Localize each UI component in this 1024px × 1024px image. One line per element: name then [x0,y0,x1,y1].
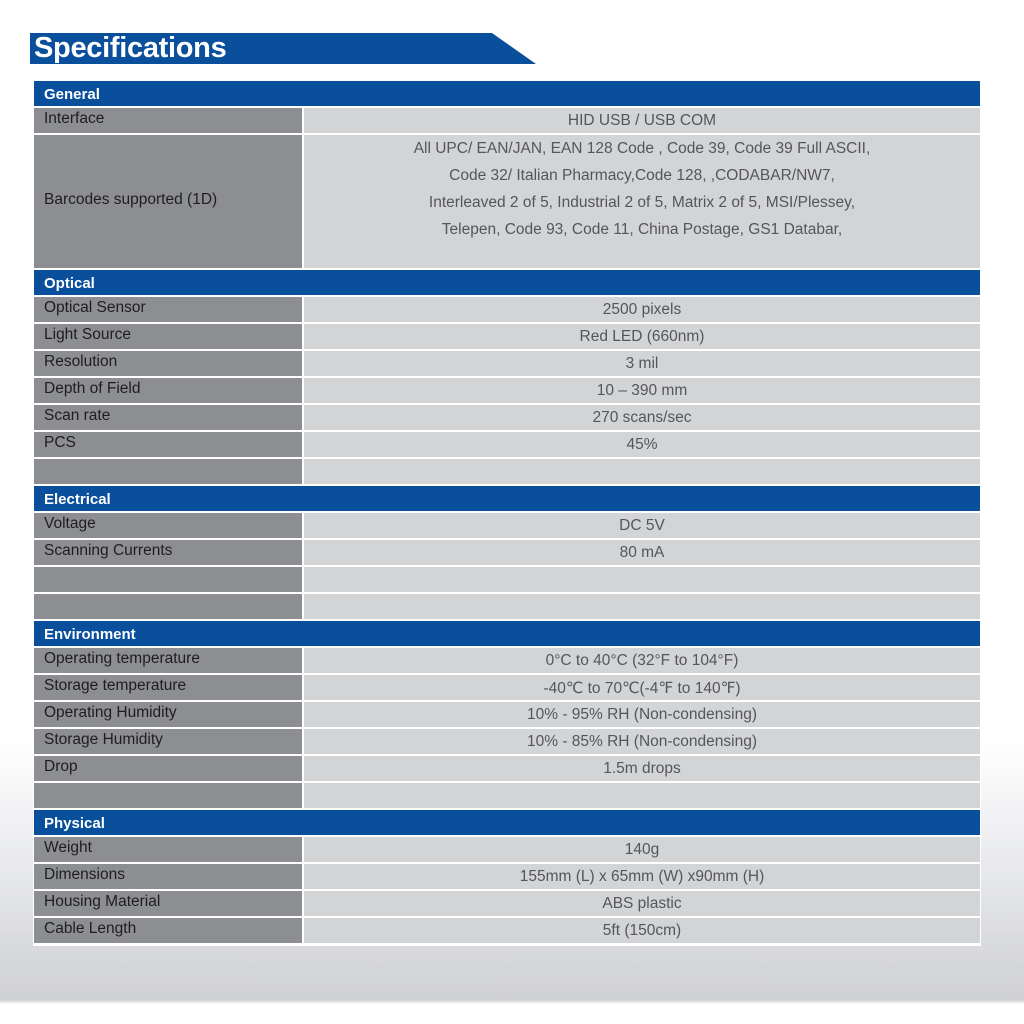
spec-value: -40℃ to 70℃(-4℉ to 140℉) [304,675,980,700]
section-header-general: General [34,81,980,106]
spec-value [304,459,980,484]
spec-value: 80 mA [304,540,980,565]
spec-row [34,351,980,376]
spec-value: Red LED (660nm) [304,324,980,349]
spec-value: 155mm (L) x 65mm (W) x90mm (H) [304,864,980,889]
spec-row [34,405,980,430]
spec-label: Operating Humidity [34,702,302,727]
spec-value: 5ft (150cm) [304,918,980,943]
spec-row [34,891,980,916]
spec-label [34,567,302,592]
spec-row [34,864,980,889]
spec-label [34,459,302,484]
spec-table [33,80,981,946]
spec-row [34,135,980,268]
spec-value: 3 mil [304,351,980,376]
spec-value: HID USB / USB COM [304,108,980,133]
barcode-line: Code 32/ Italian Pharmacy,Code 128, ,CODABAR/NW7, [449,167,835,184]
section-header-electrical: Electrical [34,486,980,511]
spec-label: Cable Length [34,918,302,943]
spec-label: Housing Material [34,891,302,916]
spec-value [304,567,980,592]
spec-value: 0°C to 40°C (32°F to 104°F) [304,648,980,673]
spec-value: 10 – 390 mm [304,378,980,403]
spec-value [304,783,980,808]
section-header-physical: Physical [34,810,980,835]
spec-value: 45% [304,432,980,457]
section-header-environment: Environment [34,621,980,646]
spec-value [304,594,980,619]
spec-row-empty [34,567,980,592]
spec-label: Barcodes supported (1D) [34,135,302,268]
spec-row [34,702,980,727]
spec-label: Voltage [34,513,302,538]
spec-row-empty [34,459,980,484]
spec-value: 10% - 95% RH (Non-condensing) [304,702,980,727]
spec-label [34,783,302,808]
spec-value: 140g [304,837,980,862]
spec-label: Drop [34,756,302,781]
spec-label: Scan rate [34,405,302,430]
spec-label: Depth of Field [34,378,302,403]
barcode-line: Interleaved 2 of 5, Industrial 2 of 5, Matrix 2 of 5, MSI/Plessey, [428,194,856,211]
spec-row [34,837,980,862]
spec-label: Operating temperature [34,648,302,673]
spec-row [34,675,980,700]
spec-row [34,540,980,565]
spec-row [34,297,980,322]
spec-label: Optical Sensor [34,297,302,322]
spec-row [34,513,980,538]
spec-label: PCS [34,432,302,457]
spec-label: Dimensions [34,864,302,889]
spec-row [34,756,980,781]
spec-label: Weight [34,837,302,862]
spec-value: 1.5m drops [304,756,980,781]
barcode-line: Telepen, Code 93, Code 11, China Postage, GS1 Databar, [441,221,843,238]
section-header-optical: Optical [34,270,980,295]
spec-label: Storage temperature [34,675,302,700]
spec-label [34,594,302,619]
spec-value: DC 5V [304,513,980,538]
spec-row [34,324,980,349]
spec-row [34,378,980,403]
spec-value: 10% - 85% RH (Non-condensing) [304,729,980,754]
spec-row [34,648,980,673]
page-title: Specifications [34,32,227,64]
spec-row [34,108,980,133]
spec-row [34,729,980,754]
spec-label: Resolution [34,351,302,376]
spec-value-barcodes [304,135,980,268]
spec-value: 2500 pixels [304,297,980,322]
spec-row [34,432,980,457]
spec-row-empty [34,783,980,808]
spec-label: Interface [34,108,302,133]
barcode-line: All UPC/ EAN/JAN, EAN 128 Code , Code 39, Code 39 Full ASCII, [413,140,871,157]
spec-value: ABS plastic [304,891,980,916]
spec-value: 270 scans/sec [304,405,980,430]
spec-row-empty [34,594,980,619]
spec-label: Light Source [34,324,302,349]
spec-label: Storage Humidity [34,729,302,754]
spec-row [34,918,980,943]
spec-label: Scanning Currents [34,540,302,565]
